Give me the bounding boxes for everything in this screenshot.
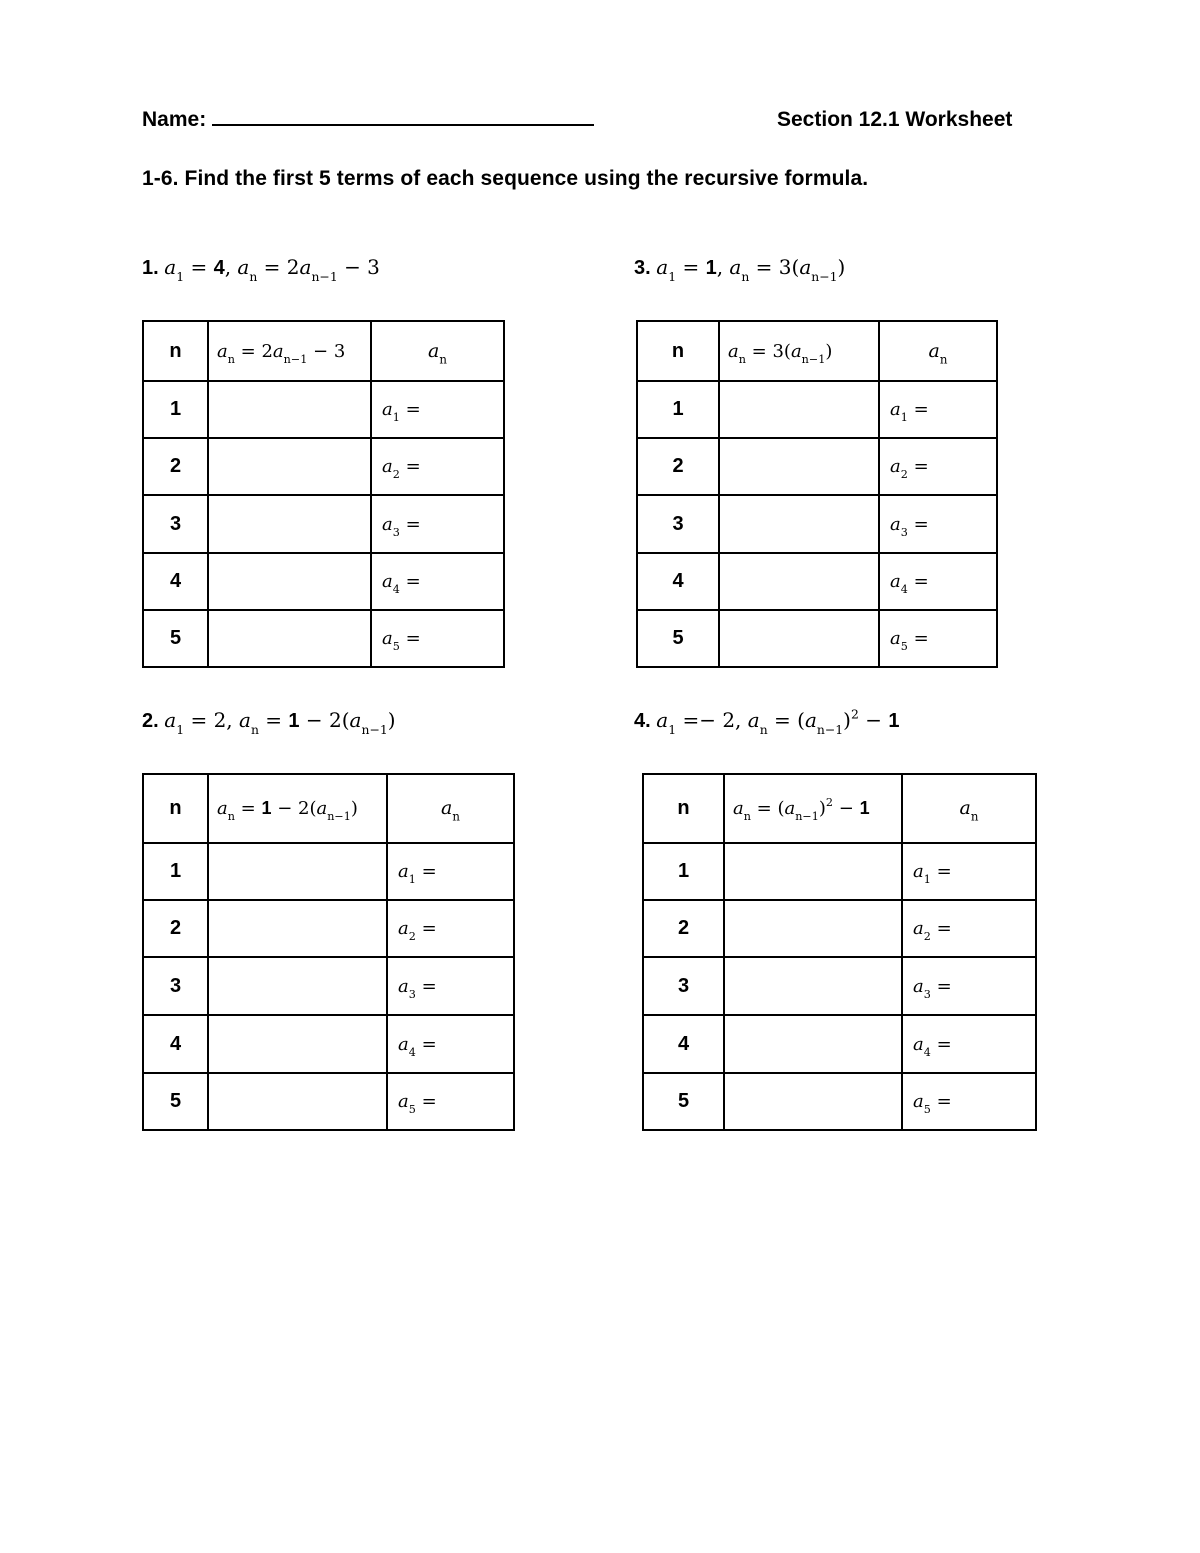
work-cell[interactable]: [724, 1073, 902, 1130]
problem-3-number: 3.: [634, 257, 651, 279]
row-n: 1: [643, 843, 724, 900]
work-cell[interactable]: [719, 610, 879, 667]
row-n: 2: [637, 438, 719, 495]
problem-4-statement: [634, 706, 900, 737]
row-n: 4: [637, 553, 719, 610]
work-cell[interactable]: [719, 553, 879, 610]
row-n: 1: [143, 381, 208, 438]
row-n: 4: [643, 1015, 724, 1073]
problem-2-formula: $a_1 = 2$, $a_n = 1 - 2(a_{n-1})$: [164, 708, 396, 737]
answer-cell[interactable]: $a_3$ =: [371, 495, 504, 553]
instructions: 1-6. Find the first 5 terms of each sequence using the recursive formula.: [142, 167, 869, 190]
work-cell[interactable]: [724, 900, 902, 957]
work-cell[interactable]: [208, 957, 387, 1015]
problem-4-table: [642, 773, 1037, 1131]
work-cell[interactable]: [719, 381, 879, 438]
answer-cell[interactable]: $a_5$ =: [879, 610, 997, 667]
header-n: n: [143, 321, 208, 381]
problem-1-number: 1.: [142, 257, 159, 279]
answer-cell[interactable]: $a_1$ =: [902, 843, 1036, 900]
row-n: 2: [143, 900, 208, 957]
row-n: 1: [637, 381, 719, 438]
header-an: $a_n$: [902, 774, 1036, 843]
answer-cell[interactable]: $a_3$ =: [387, 957, 514, 1015]
name-field: [142, 108, 594, 132]
answer-cell[interactable]: $a_4$ =: [879, 553, 997, 610]
row-n: 2: [143, 438, 208, 495]
header-an: $a_n$: [371, 321, 504, 381]
problem-1-statement: [142, 255, 380, 284]
work-cell[interactable]: [208, 900, 387, 957]
problem-1-table: [142, 320, 505, 668]
row-n: 3: [643, 957, 724, 1015]
header-formula: $a_n = 2a_{n-1} - 3$: [208, 321, 371, 381]
problem-1-formula: $a_1 = 4$, $a_n = 2a_{n-1} - 3$: [164, 255, 380, 284]
row-n: 2: [643, 900, 724, 957]
row-n: 5: [143, 1073, 208, 1130]
work-cell[interactable]: [724, 843, 902, 900]
work-cell[interactable]: [208, 495, 371, 553]
header-an: $a_n$: [879, 321, 997, 381]
name-blank-line[interactable]: [212, 108, 594, 126]
answer-cell[interactable]: $a_2$ =: [902, 900, 1036, 957]
row-n: 3: [143, 495, 208, 553]
work-cell[interactable]: [719, 438, 879, 495]
problem-4-formula: $a_1 =- 2$, $a_n = (a_{n-1})^2 - 1$: [656, 706, 900, 737]
answer-cell[interactable]: $a_4$ =: [902, 1015, 1036, 1073]
header-n: n: [643, 774, 724, 843]
work-cell[interactable]: [208, 553, 371, 610]
work-cell[interactable]: [208, 381, 371, 438]
answer-cell[interactable]: $a_1$ =: [387, 843, 514, 900]
answer-cell[interactable]: $a_5$ =: [902, 1073, 1036, 1130]
row-n: 4: [143, 553, 208, 610]
work-cell[interactable]: [719, 495, 879, 553]
row-n: 3: [637, 495, 719, 553]
answer-cell[interactable]: $a_2$ =: [879, 438, 997, 495]
work-cell[interactable]: [208, 438, 371, 495]
problem-2-statement: [142, 708, 396, 737]
answer-cell[interactable]: $a_4$ =: [387, 1015, 514, 1073]
problem-4-number: 4.: [634, 710, 651, 732]
problem-3-table: [636, 320, 998, 668]
header-n: n: [143, 774, 208, 843]
answer-cell[interactable]: $a_5$ =: [371, 610, 504, 667]
row-n: 3: [143, 957, 208, 1015]
work-cell[interactable]: [724, 1015, 902, 1073]
work-cell[interactable]: [208, 843, 387, 900]
row-n: 5: [637, 610, 719, 667]
header-formula: $a_n = 1 - 2(a_{n-1})$: [208, 774, 387, 843]
answer-cell[interactable]: $a_2$ =: [387, 900, 514, 957]
answer-cell[interactable]: $a_5$ =: [387, 1073, 514, 1130]
answer-cell[interactable]: $a_2$ =: [371, 438, 504, 495]
answer-cell[interactable]: $a_3$ =: [902, 957, 1036, 1015]
row-n: 5: [143, 610, 208, 667]
problem-2-table: [142, 773, 515, 1131]
header-n: n: [637, 321, 719, 381]
row-n: 4: [143, 1015, 208, 1073]
problem-3-formula: $a_1 = 1$, $a_n = 3(a_{n-1})$: [656, 255, 846, 284]
header-formula: $a_n = 3(a_{n-1})$: [719, 321, 879, 381]
header-formula: $a_n = (a_{n-1})^2 - 1$: [724, 774, 902, 843]
work-cell[interactable]: [724, 957, 902, 1015]
work-cell[interactable]: [208, 1015, 387, 1073]
header-an: $a_n$: [387, 774, 514, 843]
section-title: Section 12.1 Worksheet: [777, 108, 1013, 131]
name-label: Name:: [142, 108, 207, 131]
answer-cell[interactable]: $a_3$ =: [879, 495, 997, 553]
row-n: 1: [143, 843, 208, 900]
work-cell[interactable]: [208, 1073, 387, 1130]
problem-3-statement: [634, 255, 846, 284]
problem-2-number: 2.: [142, 710, 159, 732]
answer-cell[interactable]: $a_1$ =: [371, 381, 504, 438]
row-n: 5: [643, 1073, 724, 1130]
work-cell[interactable]: [208, 610, 371, 667]
answer-cell[interactable]: $a_4$ =: [371, 553, 504, 610]
answer-cell[interactable]: $a_1$ =: [879, 381, 997, 438]
